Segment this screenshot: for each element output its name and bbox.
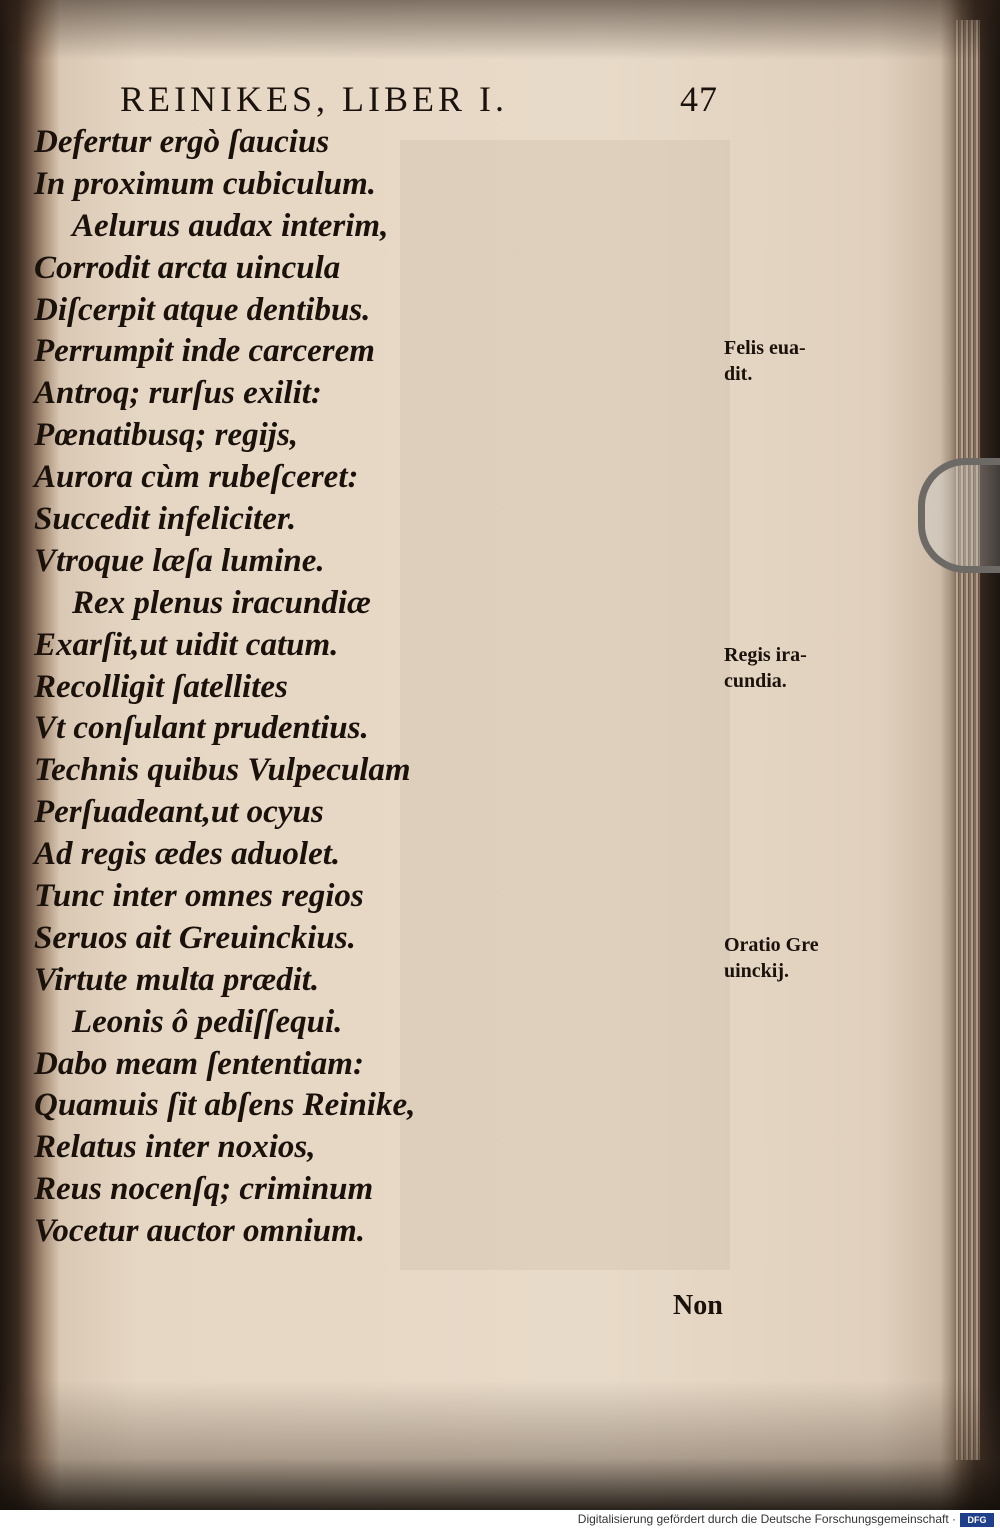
dfg-logo: DFG (960, 1513, 994, 1527)
verse-line: Technis quibus Vulpeculam (34, 752, 411, 789)
margin-note-line: cundia. (724, 670, 787, 692)
page-edges (954, 20, 980, 1460)
verse-line: Defertur ergò ſaucius (34, 124, 330, 160)
verse-line: Dabo meam ſententiam: (34, 1045, 364, 1082)
top-shadow (0, 0, 1000, 60)
verse-line: In proximum cubiculum. (34, 165, 377, 202)
verse-line: Leonis ô pediſſequi. (72, 1003, 343, 1040)
page-number: 47 (680, 79, 718, 119)
verse-line: Relatus inter noxios, (34, 1129, 316, 1166)
verse-line: Exarſit,ut uidit catum. (34, 626, 339, 663)
running-title: REINIKES, LIBER I. (120, 79, 508, 119)
verse-line: Corrodit arcta uincula (34, 249, 341, 286)
margin-note-line: Felis eua- (724, 337, 806, 359)
margin-note-line: dit. (724, 363, 753, 385)
verse-line: Rex plenus iracundiæ (72, 584, 371, 621)
verse-line: Aelurus audax interim, (72, 207, 389, 244)
digitization-footer (0, 1510, 1000, 1530)
verse-line: Quamuis ſit abſens Reinike, (34, 1087, 416, 1124)
margin-note-line: Regis ira- (724, 644, 807, 666)
verse-line: Vtroque læſa lumine. (34, 542, 325, 579)
verse-block (34, 122, 454, 1253)
verse-line: Vt conſulant prudentius. (34, 710, 369, 747)
verse-line: Ad regis ædes aduolet. (34, 836, 341, 873)
verse-line: Seruos ait Greuinckius. (34, 919, 356, 956)
verse-line: Succedit infeliciter. (34, 501, 297, 538)
verse-line: Aurora cùm rubeſceret: (34, 459, 359, 496)
verse-line: Perrumpit inde carcerem (34, 333, 375, 370)
verse-line: Vocetur auctor omnium. (34, 1213, 365, 1250)
verse-line: Perſuadeant,ut ocyus (34, 794, 324, 831)
verse-line: Virtute multa prædit. (34, 961, 320, 998)
margin-note-line: Oratio Gre (724, 934, 819, 956)
bottom-shadow (0, 1380, 1000, 1510)
margin-note (724, 642, 864, 694)
verse-line: Recolligit ſatellites (34, 668, 288, 705)
funding-credit: Digitalisierung gefördert durch die Deutsche Forschungsgemeinschaft · (577, 1512, 956, 1526)
verse-line: Reus nocenſq; criminum (34, 1171, 374, 1208)
page-clip (918, 458, 1000, 573)
margin-note (724, 932, 864, 984)
verse-line: Tunc inter omnes regios (34, 878, 364, 915)
verse-line: Antroq; rurſus exilit: (34, 375, 322, 412)
catchword: Non (673, 1290, 723, 1321)
margin-note (724, 335, 864, 387)
verse-line: Pœnatibusq; regijs, (34, 417, 299, 454)
margin-note-line: uinckij. (724, 960, 790, 982)
verse-line: Diſcerpit atque dentibus. (34, 291, 371, 328)
